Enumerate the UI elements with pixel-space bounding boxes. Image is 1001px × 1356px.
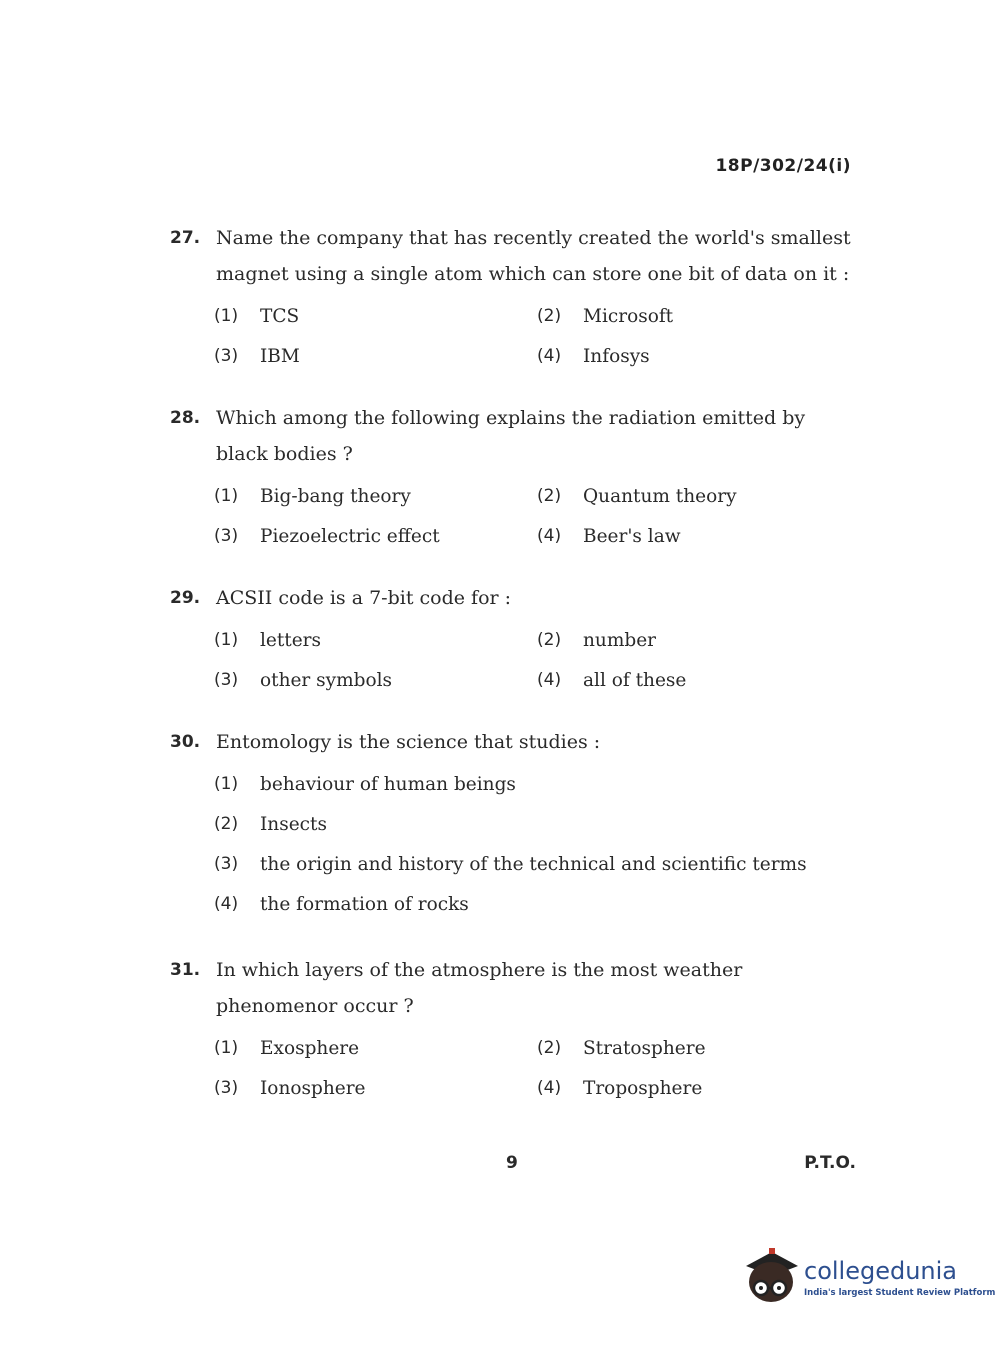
question-number: 27. [170,228,201,248]
option-3: (3) IBM [214,345,300,367]
question-text: In which layers of the atmosphere is the most weather phenomenor occur ? [216,959,743,1017]
option-3: (3) Piezoelectric effect [214,525,440,547]
question-31 [170,952,860,1108]
question-27 [170,220,860,376]
question-text: Name the company that has recently created the world's smallest magnet using a single atom which can store one bit of data on it : [216,227,851,285]
question-28 [170,400,860,556]
option-1: (1) Big-bang theory [214,485,411,507]
option-4: (4) Beer's law [537,525,681,547]
option-2: (2) Microsoft [537,305,674,327]
option-2: (2) number [537,629,657,651]
logo-tagline: India's largest Student Review Platform [804,1287,996,1298]
collegedunia-logo [742,1246,995,1308]
question-text: Which among the following explains the radiation emitted by black bodies ? [216,407,806,465]
option-3: (3) Ionosphere [214,1077,366,1099]
option-2: (2) Stratosphere [537,1037,706,1059]
mascot-icon [742,1246,800,1308]
question-text: ACSII code is a 7-bit code for : [216,587,512,609]
question-number: 31. [170,960,201,980]
option-3: (3) the origin and history of the technical and scientific terms [214,853,807,875]
question-number: 29. [170,588,201,608]
question-29 [170,580,860,700]
option-3: (3) other symbols [214,669,393,691]
option-2: (2) Quantum theory [537,485,737,507]
option-1: (1) letters [214,629,322,651]
question-text: Entomology is the science that studies : [216,731,601,753]
option-4: (4) Troposphere [537,1077,703,1099]
pto-label: P.T.O. [804,1153,856,1173]
option-4: (4) all of these [537,669,687,691]
paper-code: 18P/302/24(i) [715,156,851,176]
question-number: 30. [170,732,201,752]
page-number: 9 [506,1153,518,1173]
question-30 [170,724,860,924]
question-number: 28. [170,408,201,428]
option-2: (2) Insects [214,813,327,835]
option-1: (1) TCS [214,305,300,327]
option-1: (1) Exosphere [214,1037,360,1059]
option-1: (1) behaviour of human beings [214,773,516,795]
logo-name: collegedunia [804,1256,958,1285]
option-4: (4) the formation of rocks [214,893,469,915]
option-4: (4) Infosys [537,345,650,367]
